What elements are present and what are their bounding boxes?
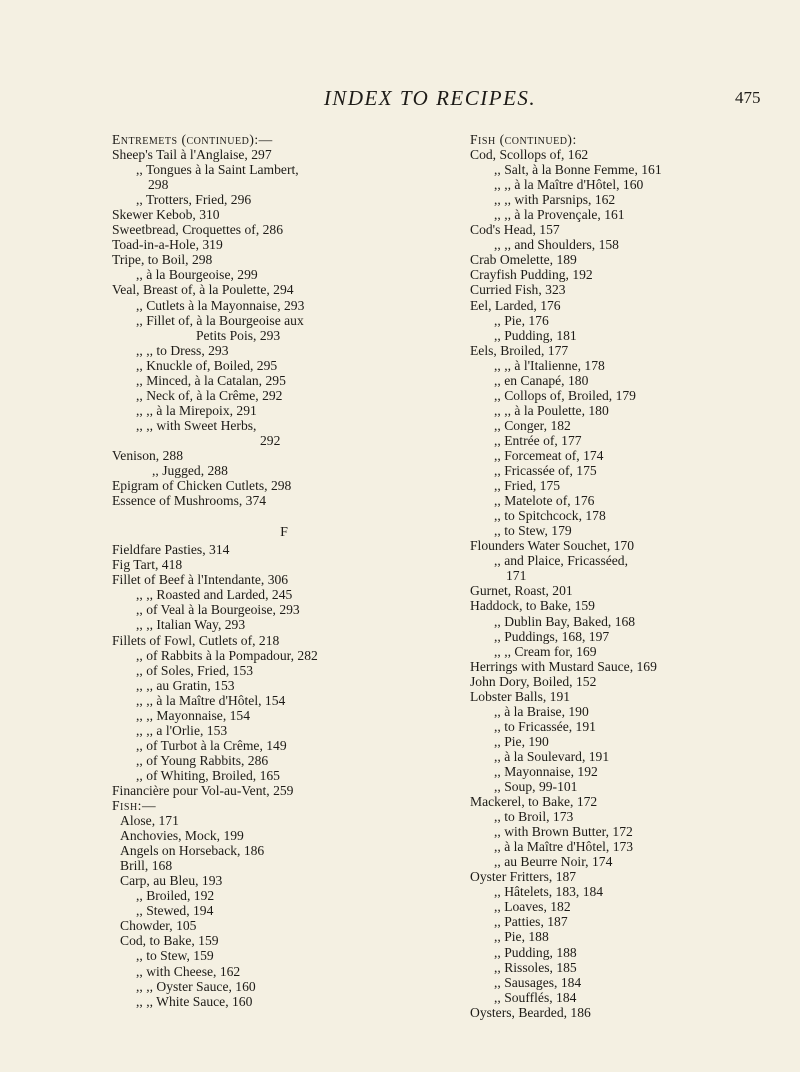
index-entry: Herrings with Mustard Sauce, 169 <box>470 658 657 674</box>
index-entry: ,, Salt, à la Bonne Femme, 161 <box>494 162 662 178</box>
index-entry: ,, Entrée of, 177 <box>494 432 582 448</box>
index-entry: ,, ,, au Gratin, 153 <box>136 677 235 693</box>
index-entry: ,, ,, White Sauce, 160 <box>136 993 253 1009</box>
index-entry: ,, to Stew, 179 <box>494 523 572 539</box>
index-entry: Sweetbread, Croquettes of, 286 <box>112 222 284 238</box>
index-entry: ,, ,, à l'Italienne, 178 <box>494 357 605 373</box>
index-entry: ,, Soup, 99-101 <box>494 779 578 795</box>
letter-divider-f: F <box>280 525 288 541</box>
index-entry: ,, ,, à la Maître d'Hôtel, 160 <box>494 177 644 193</box>
index-entry: Fieldfare Pasties, 314 <box>112 542 230 558</box>
index-entry: John Dory, Boiled, 152 <box>470 673 597 689</box>
index-entry: ,, to Spitchcock, 178 <box>494 508 606 524</box>
right-column <box>470 132 790 1020</box>
index-entry: ,, Tongues à la Saint Lambert, <box>136 162 299 178</box>
index-entry: ,, to Broil, 173 <box>494 809 574 825</box>
index-entry: ,, with Cheese, 162 <box>136 963 241 979</box>
index-entry: ,, Trotters, Fried, 296 <box>136 192 252 208</box>
section-heading: Entremets (continued):— <box>112 132 273 147</box>
index-entry: Tripe, to Boil, 298 <box>112 252 213 268</box>
index-entry: ,, ,, Cream for, 169 <box>494 643 597 659</box>
index-entry: ,, au Beurre Noir, 174 <box>494 854 613 870</box>
index-entry: Venison, 288 <box>112 447 183 463</box>
index-entry: Eel, Larded, 176 <box>470 297 561 313</box>
index-entry: Cod, Scollops of, 162 <box>470 147 589 163</box>
index-entry: Toad-in-a-Hole, 319 <box>112 237 223 253</box>
index-entry: ,, Dublin Bay, Baked, 168 <box>494 613 636 629</box>
index-entry: Alose, 171 <box>120 813 179 829</box>
index-entry: ,, à la Bourgeoise, 299 <box>136 267 258 283</box>
index-entry: ,, à la Maître d'Hôtel, 173 <box>494 839 634 855</box>
section-heading: Fish (continued): <box>470 132 577 147</box>
index-entry: ,, à la Braise, 190 <box>494 703 589 719</box>
index-entry: Oyster Fritters, 187 <box>470 869 577 885</box>
index-entry: Veal, Breast of, à la Poulette, 294 <box>112 282 294 298</box>
index-entry: Cod's Head, 157 <box>470 222 560 238</box>
index-entry: Fillet of Beef à l'Intendante, 306 <box>112 572 289 588</box>
index-entry: ,, to Fricassée, 191 <box>494 718 596 734</box>
index-entry: ,, ,, with Parsnips, 162 <box>494 192 616 208</box>
index-entry: Epigram of Chicken Cutlets, 298 <box>112 478 292 494</box>
index-entry: Curried Fish, 323 <box>470 282 566 298</box>
index-entry: Fig Tart, 418 <box>112 557 183 573</box>
index-entry: Carp, au Bleu, 193 <box>120 873 223 889</box>
index-entry: ,, and Plaice, Fricasséed, <box>494 553 629 569</box>
index-entry: ,, Hâtelets, 183, 184 <box>494 884 604 900</box>
index-entry: ,, Pudding, 188 <box>494 944 577 960</box>
index-entry: ,, ,, to Dress, 293 <box>136 342 229 358</box>
index-entry: Flounders Water Souchet, 170 <box>470 538 635 554</box>
index-entry: ,, ,, a l'Orlie, 153 <box>136 722 228 738</box>
index-entry: Oysters, Bearded, 186 <box>470 1004 591 1020</box>
index-entry: ,, Puddings, 168, 197 <box>494 628 610 644</box>
index-entry: Chowder, 105 <box>120 918 197 934</box>
index-entry: Gurnet, Roast, 201 <box>470 583 573 599</box>
page-number: 475 <box>735 88 761 107</box>
index-entry-continuation: 298 <box>148 177 169 193</box>
index-entry: ,, ,, à la Poulette, 180 <box>494 402 609 418</box>
index-entry: ,, Jugged, 288 <box>152 463 228 479</box>
index-entry: ,, of Turbot à la Crême, 149 <box>136 737 287 753</box>
index-entry: ,, ,, with Sweet Herbs, <box>136 417 257 433</box>
index-entry: ,, Forcemeat of, 174 <box>494 447 604 463</box>
index-entry: ,, ,, Roasted and Larded, 245 <box>136 587 293 603</box>
index-entry: ,, ,, Oyster Sauce, 160 <box>136 978 256 994</box>
index-entry: ,, of Whiting, Broiled, 165 <box>136 767 280 783</box>
index-entry: Eels, Broiled, 177 <box>470 342 569 358</box>
index-entry: Mackerel, to Bake, 172 <box>470 794 598 810</box>
index-entry: ,, of Veal à la Bourgeoise, 293 <box>136 602 300 618</box>
index-entry: ,, of Soles, Fried, 153 <box>136 662 254 678</box>
index-entry: ,, Collops of, Broiled, 179 <box>494 387 636 403</box>
index-entry: ,, Patties, 187 <box>494 914 568 930</box>
index-entry: ,, ,, Italian Way, 293 <box>136 617 246 633</box>
index-entry: ,, Pie, 176 <box>494 312 549 328</box>
index-entry: Anchovies, Mock, 199 <box>120 828 244 844</box>
index-entry: ,, à la Soulevard, 191 <box>494 748 610 764</box>
index-entry: ,, with Brown Butter, 172 <box>494 824 633 840</box>
index-entry: Cod, to Bake, 159 <box>120 933 219 949</box>
index-entry: ,, to Stew, 159 <box>136 948 214 964</box>
index-entry: Financière pour Vol-au-Vent, 259 <box>112 782 294 798</box>
index-entry: ,, Loaves, 182 <box>494 899 571 915</box>
section-heading: Fish:— <box>112 798 157 814</box>
index-entry: Skewer Kebob, 310 <box>112 207 220 223</box>
index-entry: ,, ,, à la Mirepoix, 291 <box>136 402 257 418</box>
index-entry: ,, of Rabbits à la Pompadour, 282 <box>136 647 318 663</box>
index-entry: ,, en Canapé, 180 <box>494 372 589 388</box>
index-entry: ,, Rissoles, 185 <box>494 959 577 975</box>
running-head: INDEX TO RECIPES. <box>323 86 537 110</box>
index-entry: ,, Pudding, 181 <box>494 327 577 343</box>
index-entry: ,, Knuckle of, Boiled, 295 <box>136 357 278 373</box>
index-entry: ,, Fillet of, à la Bourgeoise aux <box>136 312 304 328</box>
index-entry: ,, Stewed, 194 <box>136 903 214 919</box>
index-entry: ,, Fricassée of, 175 <box>494 463 597 479</box>
index-entry: ,, ,, à la Maître d'Hôtel, 154 <box>136 692 286 708</box>
index-entry: Fillets of Fowl, Cutlets of, 218 <box>112 632 280 648</box>
index-entry: ,, Neck of, à la Crême, 292 <box>136 387 283 403</box>
index-entry: Haddock, to Bake, 159 <box>470 598 595 614</box>
left-column <box>112 132 456 1009</box>
index-entry: ,, Matelote of, 176 <box>494 493 595 509</box>
index-entry: ,, Cutlets à la Mayonnaise, 293 <box>136 297 305 313</box>
index-entry: ,, Pie, 188 <box>494 929 549 945</box>
index-entry: Sheep's Tail à l'Anglaise, 297 <box>112 147 272 163</box>
index-entry-continuation: 292 <box>260 432 281 448</box>
index-entry: ,, Conger, 182 <box>494 417 571 433</box>
index-entry: ,, Broiled, 192 <box>136 888 215 904</box>
index-entry: ,, Mayonnaise, 192 <box>494 763 598 779</box>
index-entry: ,, ,, à la Provençale, 161 <box>494 207 625 223</box>
index-entry: ,, Pie, 190 <box>494 733 549 749</box>
index-entry: ,, ,, Mayonnaise, 154 <box>136 707 251 723</box>
index-entry: Angels on Horseback, 186 <box>120 843 265 859</box>
index-entry: ,, of Young Rabbits, 286 <box>136 752 269 768</box>
index-entry: Essence of Mushrooms, 374 <box>112 493 267 509</box>
index-entry: ,, ,, and Shoulders, 158 <box>494 237 619 253</box>
index-entry: ,, Fried, 175 <box>494 478 561 494</box>
index-entry: Lobster Balls, 191 <box>470 688 571 704</box>
index-entry: ,, Soufflés, 184 <box>494 989 577 1005</box>
index-entry: Crayfish Pudding, 192 <box>470 267 593 283</box>
index-entry: Brill, 168 <box>120 858 173 874</box>
index-entry: ,, Minced, à la Catalan, 295 <box>136 372 286 388</box>
index-entry: ,, Sausages, 184 <box>494 974 582 990</box>
index-entry: Crab Omelette, 189 <box>470 252 577 268</box>
index-entry-continuation: Petits Pois, 293 <box>196 327 281 343</box>
index-entry-continuation: 171 <box>506 568 527 584</box>
